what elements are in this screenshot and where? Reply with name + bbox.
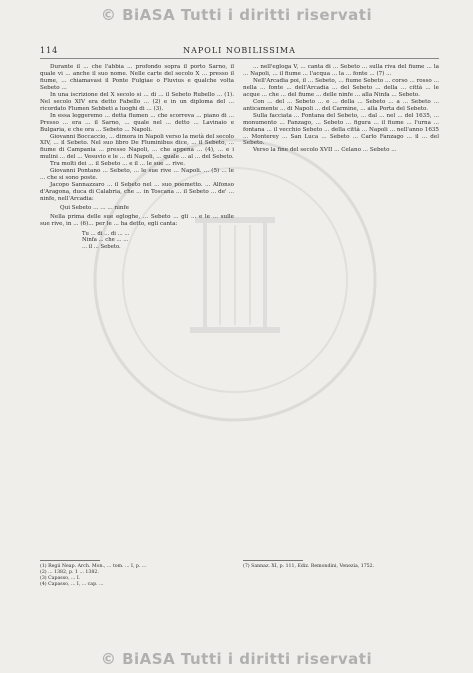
verse-line: Tu ... di ... di ... ... [82,230,130,237]
paragraph: In essa leggeremo ... detta flumen ... che scorreva ... piano di ... Presso ... era ... il Sarno, ... quale nel ... detto ... Lavinaio e Bulgaria, e che ora ... Sebeto ... Napoli. [40,112,234,133]
paragraph: Giovanni Pontano ... Sebeto, ... le sue rive ... Napoli. ... (5) ... le ... che si sono poste. [40,168,234,182]
page-number: 114 [40,46,59,55]
paragraph: Con ... del ... Sebeto ... e ... della ... Sebeto ... a ... Sebeto ... anticamente ... di Napoli ... del Carmine, ... alla Porta del Sebeto. [243,98,439,112]
verse-line: Ninfa ... che ... ... [82,237,129,244]
paragraph: Sulla facciata ... Fontana del Sebeto, ... dal ... nel ... del 1635, ... monumento ... Fanzago, ... Sebeto ... figura ... il fiume ... l'urna ... fontana ... il vecchio Sebeto ... della città ... Napoli ... nell'anno 1635 ... Monterey ... San Luca ... Sebeto ... Carlo Fanzago ... il ... del Sebeto. [243,112,439,147]
paragraph: Verso la fine del secolo XVII ... Celano ... Sebeto ... [253,147,397,154]
footnote: (2) ... 1382, p. 1 ... 1382. [40,570,99,575]
footnote: (4) Capasso, ... I, ... cap. ... [40,582,104,587]
footnote: (1) Regii Neap. Arch. Mon., ... tom. ... I, p. ... [40,564,147,569]
paragraph: Nella prima delle sue egloghe, ... Sebeto ... gli ... e le ... sulle sue rive, in ... (6)... per le ... ha detto, egli canta: [40,214,234,227]
paragraph: Nell'Arcadia poi, il ... Sebeto, ... fiume Sebeto ... corso ... rosso ... nella ... fonte ... dell'Arcadia ... del Sebeto ... della ... città ... le acque ... che ... del fiume ... delle ninfe ... alla Ninfa ... Sebeto. [243,77,439,98]
verse-line: ... il ... Sebeto. [82,243,121,250]
paragraph: Durante il ... che l'abbia ... profondo sopra il porto Sarno, il quale vi ... anche il suo nome. Nelle carte del secolo X ... presso il fiume, ... chiamavasi il Ponte Fulgiae o Fluvius e qualche volta Sebeto ... [40,64,234,91]
running-title: NAPOLI NOBILISSIMA [183,46,296,55]
verse-line: Qui Sebeto ... ... ... ninfe [60,205,129,212]
verse-block [82,231,234,250]
footnotes-left [40,560,236,588]
footnote: (3) Capasso, ... I. [40,576,81,581]
right-text-column [243,64,439,624]
footnote-rule [243,560,303,561]
paragraph: In una iscrizione del X secolo si ... di ... il Sebeto Rubello ... (1). Nel secolo XIV era detto Fabello ... (2) e in un diploma del ... ricordato Flumen Sebbeti a luoghi di ... (3). [40,91,234,112]
paragraph: Tra molti dei ... il Sebeto ... e il ... le sue ... rive. [50,161,186,168]
header-rule [40,58,439,59]
paragraph: Giovanni Boccaccio, ... dimora in Napoli verso la metà del secolo XIV, ... il Sebeto. Nel suo libro De Fluminibus dice, ... il Sebeto, ... fiume di Campania ... presso Napoli, ... che appena ... (4), ... e i mulini ... del ... Vesuvio e le ... di Napoli, ... quale ... al ... del Sebeto. [40,133,234,161]
footnotes-right [243,560,439,570]
paragraph: Jacopo Sannazzaro ... il Sebeto nel ... suo poemetto. ... Alfonso d'Aragona, duca di Calabria, che ... in Toscana ... il Sebeto ... de' ... ninfe, nell'Arcadia: [40,182,234,203]
paragraph: ... nell'egloga V, ... canta di ... Sebeto ... sulla riva del fiume ... la ... Napoli, ... il fiume ... l'acqua ... la ... fonte ... (7) ... [243,64,439,77]
watermark-banner-top: © BiASA Tutti i diritti riservati [100,6,373,24]
footnote: (7) Sannaz. XI, p. 111, Ediz. Remondini, Venezia, 1752. [243,564,375,569]
watermark-banner-bottom: © BiASA Tutti i diritti riservati [100,650,373,668]
left-text-column [40,64,234,624]
footnote-rule [40,560,100,561]
